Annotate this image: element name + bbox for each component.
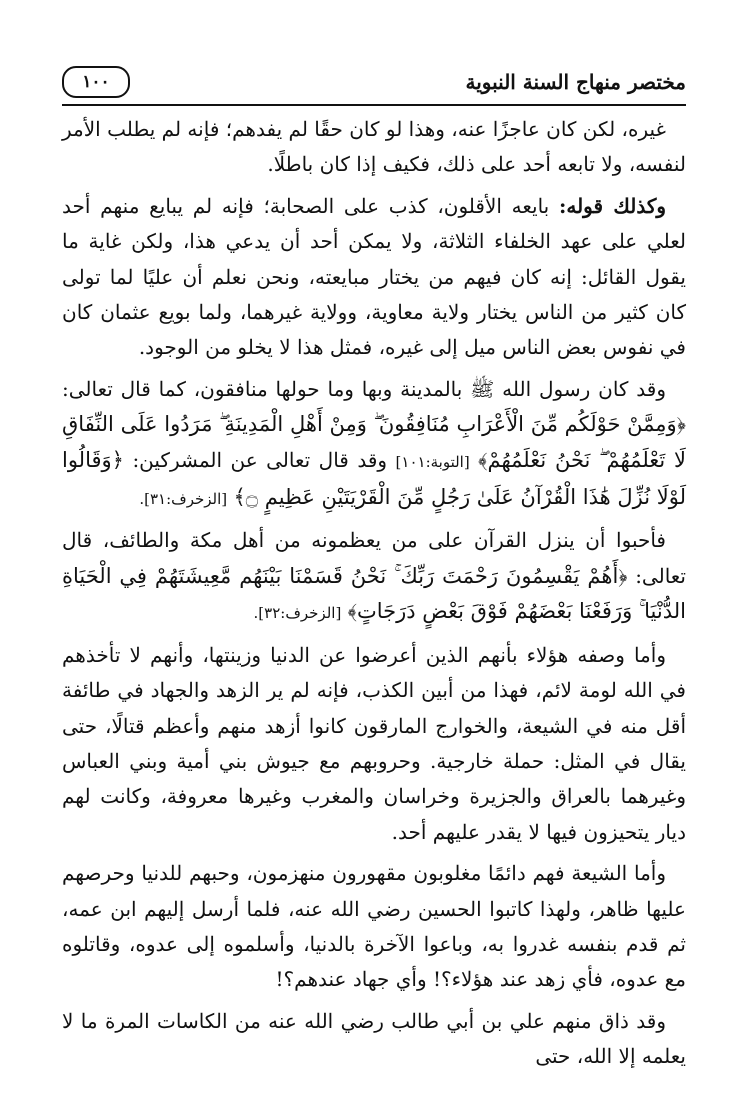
paragraph-2-intro: وكذلك قوله: <box>558 193 666 218</box>
paragraph-5: وأما وصفه هؤلاء بأنهم الذين أعرضوا عن الدنيا وزينتها، وأنهم لا تأخذهم في الله لومة لائم، فهذا من أبين الكذب، فإنه لم ير الزهد والجهاد في طائفة أقل منه في الشيعة، والخوارج المارقون كانوا أزهد منهم وأعظم قتالًا، حتى يقال في المثل: حملة خارجية. وحروبهم مع جيوش بني أمية وبني العباس وغيرهما بالعراق والجزيرة وخراسان والمغرب وغيرها معروفة، وكانت لهم ديار يتحيزون فيها لا يقدر عليهم أحد. <box>62 642 686 844</box>
paragraph-1: غيره، لكن كان عاجزًا عنه، وهذا لو كان حقًا لم يفدهم؛ فإنه لم يطلب الأمر لنفسه، ولا تابعه أحد على ذلك، فكيف إذا كان باطلًا. <box>62 117 686 177</box>
paragraph-4-text: فأحبوا أن ينزل القرآن على من يعظمونه من أهل مكة والطائف، قال تعالى: <box>62 528 686 588</box>
quran-verse-zukhruf-31: ﴿وَقَالُوا لَوْلَا نُزِّلَ هَٰذَا الْقُرْآنُ عَلَىٰ رَجُلٍ مِّنَ الْقَرْيَتَيْنِ عَظِيمٍ ۝﴾ <box>62 447 686 510</box>
running-title: مختصر منهاج السنة النبوية <box>465 70 686 94</box>
page-number: ١٠٠ <box>62 66 130 98</box>
paragraph-4 <box>62 523 686 631</box>
paragraph-2-text: بايعه الأقلون، كذب على الصحابة؛ فإنه لم يبايع منهم أحد لعلي على عهد الخلفاء الثلاثة، ولا يمكن أحد أن يدعي هذا، ولكن غاية ما يقول القائل: إنه كان فيهم من يختار مبايعته، ونحن نعلم أن عليًا لما تولى كان كثير من الناس يختار ولاية معاوية، وولاية غيرهما، ولما بويع عثمان كان في نفوس بعض الناس ميل إلى غيره، فمثل هذا لا يخلو من الوجود. <box>62 193 686 360</box>
paragraph-3-text-b: وقد قال تعالى عن المشركين: <box>132 447 388 472</box>
quran-verse-zukhruf-32: ﴿أَهُمْ يَقْسِمُونَ رَحْمَتَ رَبِّكَ ۚ نَحْنُ قَسَمْنَا بَيْنَهُم مَّعِيشَتَهُمْ فِي الْحَيَاةِ الدُّنْيَا ۚ وَرَفَعْنَا بَعْضَهُمْ فَوْقَ بَعْضٍ دَرَجَاتٍ﴾ <box>62 563 686 624</box>
verse-reference-zukhruf-31: [الزخرف:٣١]. <box>139 490 228 509</box>
verse-reference-zukhruf-32: [الزخرف:٣٢]. <box>253 604 342 623</box>
paragraph-3-text-a: وقد كان رسول الله ﷺ بالمدينة وبها وما حولها منافقون، كما قال تعالى: <box>62 376 666 401</box>
verse-reference-tawbah: [التوبة:١٠١] <box>395 452 470 471</box>
paragraph-6: وأما الشيعة فهم دائمًا مغلوبون مقهورون منهزمون، وحبهم للدنيا وحرصهم عليها ظاهر، ولهذا كاتبوا الحسين رضي الله عنه، فلما أرسل إليهم ابن عمه، ثم قدم بنفسه غدروا به، وباعوا الآخرة بالدنيا، وأسلموه إلى عدوه، وقاتلوه مع عدوه، فأي زهد عند هؤلاء؟! وأي جهاد عندهم؟! <box>62 861 686 992</box>
paragraph-2 <box>62 189 686 366</box>
body-text <box>62 112 686 1081</box>
paragraph-3 <box>62 372 686 518</box>
page-header <box>62 62 686 106</box>
paragraph-7: وقد ذاق منهم علي بن أبي طالب رضي الله عنه من الكاسات المرة ما لا يعلمه إلا الله، حتى <box>62 1008 686 1069</box>
quran-verse-tawbah: ﴿وَمِمَّنْ حَوْلَكُم مِّنَ الْأَعْرَابِ مُنَافِقُونَ ۖ وَمِنْ أَهْلِ الْمَدِينَةِ ۖ مَرَدُوا عَلَى النِّفَاقِ لَا تَعْلَمُهُمْ ۖ نَحْنُ نَعْلَمُهُمْ﴾ <box>62 412 687 472</box>
